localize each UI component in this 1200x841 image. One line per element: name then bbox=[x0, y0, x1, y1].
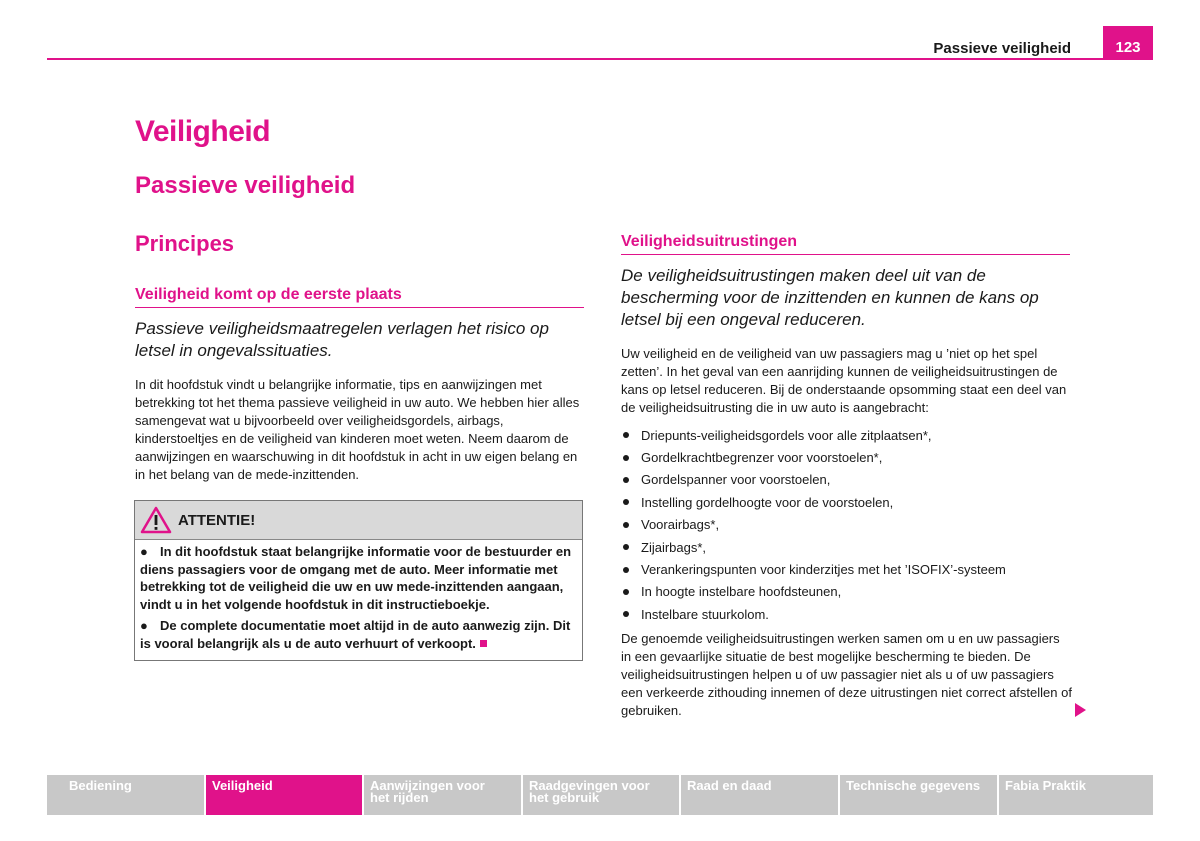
left-body: In dit hoofdstuk vindt u belangrijke informatie, tips en aanwijzingen met betrekking tot het thema passieve veiligheid in uw auto. We hebben hier alles samengevat wat u bijvoorbeeld over veiligheidsgordels, airbags, kinderstoeltjes en de veiligheid van kinderen moet weten. Neem daarom de aanwijzingen en waarschuwing in dit hoofdstuk in acht in uw eigen belang en in het belang van de mede-inzittenden. bbox=[135, 377, 580, 482]
warning-triangle-icon bbox=[140, 506, 172, 534]
tab-label: Aanwijzingen voor bbox=[370, 778, 485, 793]
bullet-icon bbox=[623, 611, 629, 617]
tab-raad-en-daad[interactable] bbox=[681, 775, 838, 815]
tab-label: Bediening bbox=[69, 778, 132, 793]
list-item-text: In hoogte instelbare hoofdsteunen, bbox=[641, 584, 842, 600]
bullet-icon bbox=[623, 455, 629, 461]
right-outro: De genoemde veiligheidsuitrustingen werken samen om u en uw passagiers in een gevaarlijke situatie de best mogelijke bescherming te bieden. De veiligheidsuitrustingen helpen u of uw passagier niet als u of uw passagiers een verkeerde zithouding innemen of deze uitrustingen niet correct afstellen of gebruiken. bbox=[621, 631, 1072, 718]
list-item bbox=[621, 469, 1006, 491]
tab-label-line2: het rijden bbox=[370, 790, 429, 805]
tab-fabia-praktik[interactable] bbox=[999, 775, 1153, 815]
warning-item-text: De complete documentatie moet altijd in de auto aanwezig zijn. Dit is vooral belangrijk als u de auto verhuurt of verkoopt. bbox=[140, 618, 571, 651]
tab-veiligheid[interactable] bbox=[206, 775, 362, 815]
end-mark-icon bbox=[480, 640, 487, 647]
warning-title: ATTENTIE! bbox=[178, 511, 256, 529]
right-intro: Uw veiligheid en de veiligheid van uw passagiers mag u ’niet op het spel zetten’. In het geval van een aanrijding kunnen de veiligheidsuitrustingen de kans op letsel reduceren. Bij de onderstaande opsomming staat een deel van de veiligheidsuitrusting die in uw auto is aangebracht: bbox=[621, 346, 1067, 415]
bullet-icon bbox=[623, 544, 629, 550]
tab-label: Raadgevingen voor bbox=[529, 778, 650, 793]
bullet-icon: ● bbox=[140, 544, 148, 559]
warning-box bbox=[134, 500, 583, 661]
list-item-text: Zijairbags*, bbox=[641, 539, 707, 555]
tab-label: Fabia Praktik bbox=[1005, 778, 1086, 793]
list-item-text: Gordelspanner voor voorstoelen, bbox=[641, 472, 831, 488]
list-item bbox=[621, 581, 1006, 603]
continue-arrow-icon[interactable] bbox=[1075, 703, 1086, 717]
list-item-text: Instelbare stuurkolom. bbox=[641, 606, 769, 622]
list-item bbox=[621, 536, 1006, 558]
list-item-text: Gordelkrachtbegrenzer voor voorstoelen*, bbox=[641, 450, 883, 466]
list-item bbox=[621, 514, 1006, 536]
right-heading: Veiligheidsuitrustingen bbox=[621, 233, 1070, 255]
bullet-icon bbox=[623, 567, 629, 573]
tab-label: Raad en daad bbox=[687, 778, 772, 793]
subsection-title: Principes bbox=[135, 231, 235, 256]
bullet-icon: ● bbox=[140, 618, 148, 633]
chapter-title: Veiligheid bbox=[135, 115, 271, 148]
tab-aanwijzingen[interactable] bbox=[364, 775, 521, 815]
equipment-list bbox=[621, 424, 1006, 626]
bullet-icon bbox=[623, 589, 629, 595]
running-title: Passieve veiligheid bbox=[933, 40, 1071, 57]
right-lead: De veiligheidsuitrustingen maken deel uit van de bescherming voor de inzittenden en kunnen de kans op letsel bij een ongeval reduceren. bbox=[621, 266, 1039, 329]
list-item bbox=[621, 424, 1006, 446]
tab-technische-gegevens[interactable] bbox=[840, 775, 997, 815]
tab-bediening[interactable] bbox=[47, 775, 204, 815]
bullet-icon bbox=[623, 522, 629, 528]
section-title: Passieve veiligheid bbox=[135, 172, 356, 199]
warning-item bbox=[140, 543, 577, 613]
list-item bbox=[621, 558, 1006, 580]
warning-body bbox=[135, 540, 582, 660]
list-item-text: Voorairbags*, bbox=[641, 517, 720, 533]
list-item bbox=[621, 446, 1006, 468]
list-item-text: Verankeringspunten voor kinderzitjes met het ’ISOFIX’-systeem bbox=[641, 562, 1006, 578]
chapter-tabs bbox=[47, 775, 1153, 815]
bullet-icon bbox=[623, 432, 629, 438]
warning-header bbox=[135, 501, 582, 540]
left-heading: Veiligheid komt op de eerste plaats bbox=[135, 286, 584, 308]
list-item bbox=[621, 491, 1006, 513]
bullet-icon bbox=[623, 477, 629, 483]
list-item-text: Driepunts-veiligheidsgordels voor alle zitplaatsen*, bbox=[641, 427, 932, 443]
bullet-icon bbox=[623, 499, 629, 505]
list-item-text: Instelling gordelhoogte voor de voorstoelen, bbox=[641, 494, 894, 510]
list-item bbox=[621, 603, 1006, 625]
warning-item-text: In dit hoofdstuk staat belangrijke informatie voor de bestuurder en diens passagiers voor de omgang met de auto. Meer informatie met betrekking tot de veiligheid die uw en uw mede-inzittenden aangaan, vindt u in het volgende hoofdstuk in dit instructieboekje. bbox=[140, 544, 572, 612]
header-rule bbox=[47, 58, 1153, 60]
tab-label-line2: het gebruik bbox=[529, 790, 600, 805]
tab-label: Veiligheid bbox=[212, 778, 273, 793]
warning-item bbox=[140, 617, 577, 652]
tab-raadgevingen[interactable] bbox=[523, 775, 679, 815]
page-number: 123 bbox=[1103, 26, 1153, 60]
left-lead: Passieve veiligheidsmaatregelen verlagen het risico op letsel in ongevalssituaties. bbox=[135, 319, 549, 360]
tab-label: Technische gegevens bbox=[846, 778, 981, 793]
